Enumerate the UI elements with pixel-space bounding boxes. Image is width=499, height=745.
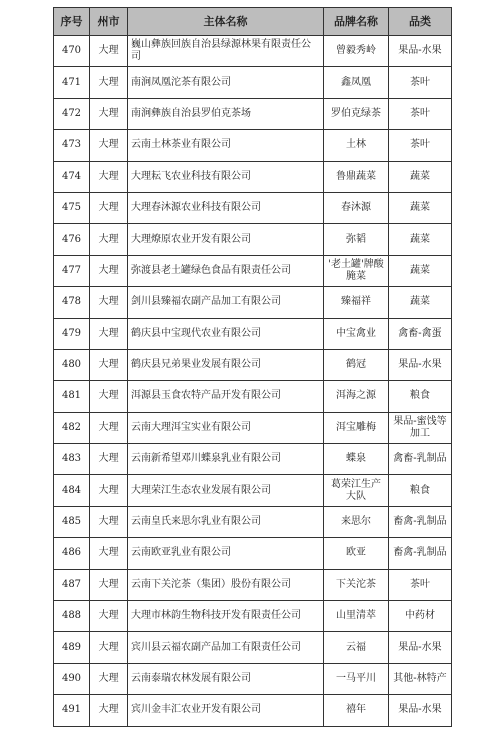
cell-no: 488: [54, 601, 90, 632]
cell-entity-name: 云南泰瑞农林发展有限公司: [128, 663, 324, 694]
cell-brand-name: 鹤冠: [324, 349, 389, 380]
cell-city: 大理: [90, 349, 128, 380]
header-category: 品类: [389, 8, 452, 36]
cell-category: 蔬菜: [389, 161, 452, 192]
cell-category: 果品-水果: [389, 36, 452, 67]
cell-no: 476: [54, 224, 90, 255]
table-header: [54, 8, 452, 36]
table-row: [54, 192, 452, 223]
cell-category: 蔬菜: [389, 287, 452, 318]
cell-brand-name: 下关沱茶: [324, 569, 389, 600]
cell-entity-name: 巍山彝族回族自治县绿源林果有限责任公司: [128, 36, 324, 67]
cell-city: 大理: [90, 224, 128, 255]
cell-no: 470: [54, 36, 90, 67]
cell-city: 大理: [90, 98, 128, 129]
table-body: [54, 36, 452, 727]
cell-city: 大理: [90, 632, 128, 663]
table-row: [54, 98, 452, 129]
table-row: [54, 287, 452, 318]
cell-city: 大理: [90, 255, 128, 286]
cell-brand-name: 土林: [324, 130, 389, 161]
cell-category: 蔬菜: [389, 255, 452, 286]
cell-city: 大理: [90, 412, 128, 443]
cell-city: 大理: [90, 569, 128, 600]
cell-entity-name: 云南新希望邓川蝶泉乳业有限公司: [128, 444, 324, 475]
cell-entity-name: 鹤庆县中宝现代农业有限公司: [128, 318, 324, 349]
cell-brand-name: 罗伯克绿茶: [324, 98, 389, 129]
cell-city: 大理: [90, 444, 128, 475]
header-city: 州市: [90, 8, 128, 36]
cell-no: 483: [54, 444, 90, 475]
header-row: [54, 8, 452, 36]
cell-city: 大理: [90, 601, 128, 632]
cell-entity-name: 宾川县云福农副产品加工有限责任公司: [128, 632, 324, 663]
cell-no: 477: [54, 255, 90, 286]
cell-brand-name: 洱海之源: [324, 381, 389, 412]
cell-no: 472: [54, 98, 90, 129]
cell-city: 大理: [90, 130, 128, 161]
cell-brand-name: 鑫凤凰: [324, 67, 389, 98]
cell-entity-name: 鹤庆县兄弟果业发展有限公司: [128, 349, 324, 380]
cell-no: 474: [54, 161, 90, 192]
table-row: [54, 444, 452, 475]
table-row: [54, 695, 452, 726]
table-row: [54, 569, 452, 600]
cell-brand-name: 蝶泉: [324, 444, 389, 475]
table-row: [54, 412, 452, 443]
cell-city: 大理: [90, 695, 128, 726]
cell-no: 486: [54, 538, 90, 569]
cell-entity-name: 云南大理洱宝实业有限公司: [128, 412, 324, 443]
table-row: [54, 381, 452, 412]
table-row: [54, 130, 452, 161]
cell-no: 481: [54, 381, 90, 412]
cell-no: 484: [54, 475, 90, 506]
cell-brand-name: 禧年: [324, 695, 389, 726]
table-row: [54, 349, 452, 380]
cell-entity-name: 宾川金丰汇农业开发有限公司: [128, 695, 324, 726]
cell-no: 478: [54, 287, 90, 318]
cell-entity-name: 云南欧亚乳业有限公司: [128, 538, 324, 569]
cell-category: 茶叶: [389, 130, 452, 161]
header-brand-name: 品牌名称: [324, 8, 389, 36]
cell-no: 473: [54, 130, 90, 161]
cell-no: 487: [54, 569, 90, 600]
cell-category: 果品-水果: [389, 695, 452, 726]
cell-entity-name: 南涧彝族自治县罗伯克茶场: [128, 98, 324, 129]
cell-city: 大理: [90, 192, 128, 223]
cell-brand-name: 欧亚: [324, 538, 389, 569]
cell-category: 茶叶: [389, 67, 452, 98]
cell-entity-name: 洱源县玉食农特产品开发有限公司: [128, 381, 324, 412]
table-row: [54, 224, 452, 255]
cell-category: 果品-水果: [389, 632, 452, 663]
cell-city: 大理: [90, 287, 128, 318]
cell-brand-name: 中宝禽业: [324, 318, 389, 349]
cell-entity-name: 云南土林茶业有限公司: [128, 130, 324, 161]
cell-no: 489: [54, 632, 90, 663]
cell-city: 大理: [90, 67, 128, 98]
cell-no: 482: [54, 412, 90, 443]
cell-entity-name: 弥渡县老土罐绿色食品有限责任公司: [128, 255, 324, 286]
table-row: [54, 67, 452, 98]
cell-category: 茶叶: [389, 98, 452, 129]
cell-entity-name: 剑川县臻福农副产品加工有限公司: [128, 287, 324, 318]
cell-category: 粮食: [389, 475, 452, 506]
cell-no: 475: [54, 192, 90, 223]
cell-city: 大理: [90, 663, 128, 694]
cell-entity-name: 南涧凤凰沱茶有限公司: [128, 67, 324, 98]
cell-category: 禽畜-乳制品: [389, 444, 452, 475]
cell-brand-name: 山里清萃: [324, 601, 389, 632]
cell-brand-name: 一马平川: [324, 663, 389, 694]
cell-entity-name: 大理市林韵生物科技开发有限责任公司: [128, 601, 324, 632]
cell-city: 大理: [90, 36, 128, 67]
table-row: [54, 255, 452, 286]
header-no: 序号: [54, 8, 90, 36]
header-entity-name: 主体名称: [128, 8, 324, 36]
table-row: [54, 632, 452, 663]
cell-category: 茶叶: [389, 569, 452, 600]
table-row: [54, 601, 452, 632]
cell-city: 大理: [90, 506, 128, 537]
cell-entity-name: 云南下关沱茶（集团）股份有限公司: [128, 569, 324, 600]
cell-brand-name: '老土罐'牌酸腌菜: [324, 255, 389, 286]
cell-brand-name: 云福: [324, 632, 389, 663]
cell-brand-name: 洱宝雕梅: [324, 412, 389, 443]
cell-no: 485: [54, 506, 90, 537]
cell-brand-name: 臻福祥: [324, 287, 389, 318]
cell-category: 中药材: [389, 601, 452, 632]
cell-brand-name: 曾毅秀岭: [324, 36, 389, 67]
cell-no: 490: [54, 663, 90, 694]
cell-no: 471: [54, 67, 90, 98]
cell-no: 491: [54, 695, 90, 726]
table-row: [54, 663, 452, 694]
cell-city: 大理: [90, 475, 128, 506]
cell-entity-name: 大理春沐源农业科技有限公司: [128, 192, 324, 223]
cell-no: 480: [54, 349, 90, 380]
cell-city: 大理: [90, 318, 128, 349]
cell-entity-name: 云南皇氏来思尔乳业有限公司: [128, 506, 324, 537]
cell-city: 大理: [90, 381, 128, 412]
cell-category: 蔬菜: [389, 192, 452, 223]
cell-brand-name: 来思尔: [324, 506, 389, 537]
cell-brand-name: 鲁鼎蔬菜: [324, 161, 389, 192]
cell-category: 粮食: [389, 381, 452, 412]
cell-category: 蔬菜: [389, 224, 452, 255]
cell-category: 畜禽-乳制品: [389, 506, 452, 537]
table-row: [54, 538, 452, 569]
cell-category: 其他-林特产: [389, 663, 452, 694]
cell-category: 禽畜-禽蛋: [389, 318, 452, 349]
cell-brand-name: 春沐源: [324, 192, 389, 223]
table-row: [54, 475, 452, 506]
table-row: [54, 506, 452, 537]
table-row: [54, 318, 452, 349]
cell-category: 果品-蜜饯等加工: [389, 412, 452, 443]
cell-city: 大理: [90, 161, 128, 192]
table-row: [54, 36, 452, 67]
cell-category: 果品-水果: [389, 349, 452, 380]
cell-no: 479: [54, 318, 90, 349]
cell-brand-name: 葛荣江生产大队: [324, 475, 389, 506]
cell-entity-name: 大理荣江生态农业发展有限公司: [128, 475, 324, 506]
cell-city: 大理: [90, 538, 128, 569]
cell-entity-name: 大理燎原农业开发有限公司: [128, 224, 324, 255]
cell-category: 畜禽-乳制品: [389, 538, 452, 569]
table-row: [54, 161, 452, 192]
enterprise-brand-table: [53, 7, 452, 727]
cell-brand-name: 弥韬: [324, 224, 389, 255]
cell-entity-name: 大理耘飞农业科技有限公司: [128, 161, 324, 192]
